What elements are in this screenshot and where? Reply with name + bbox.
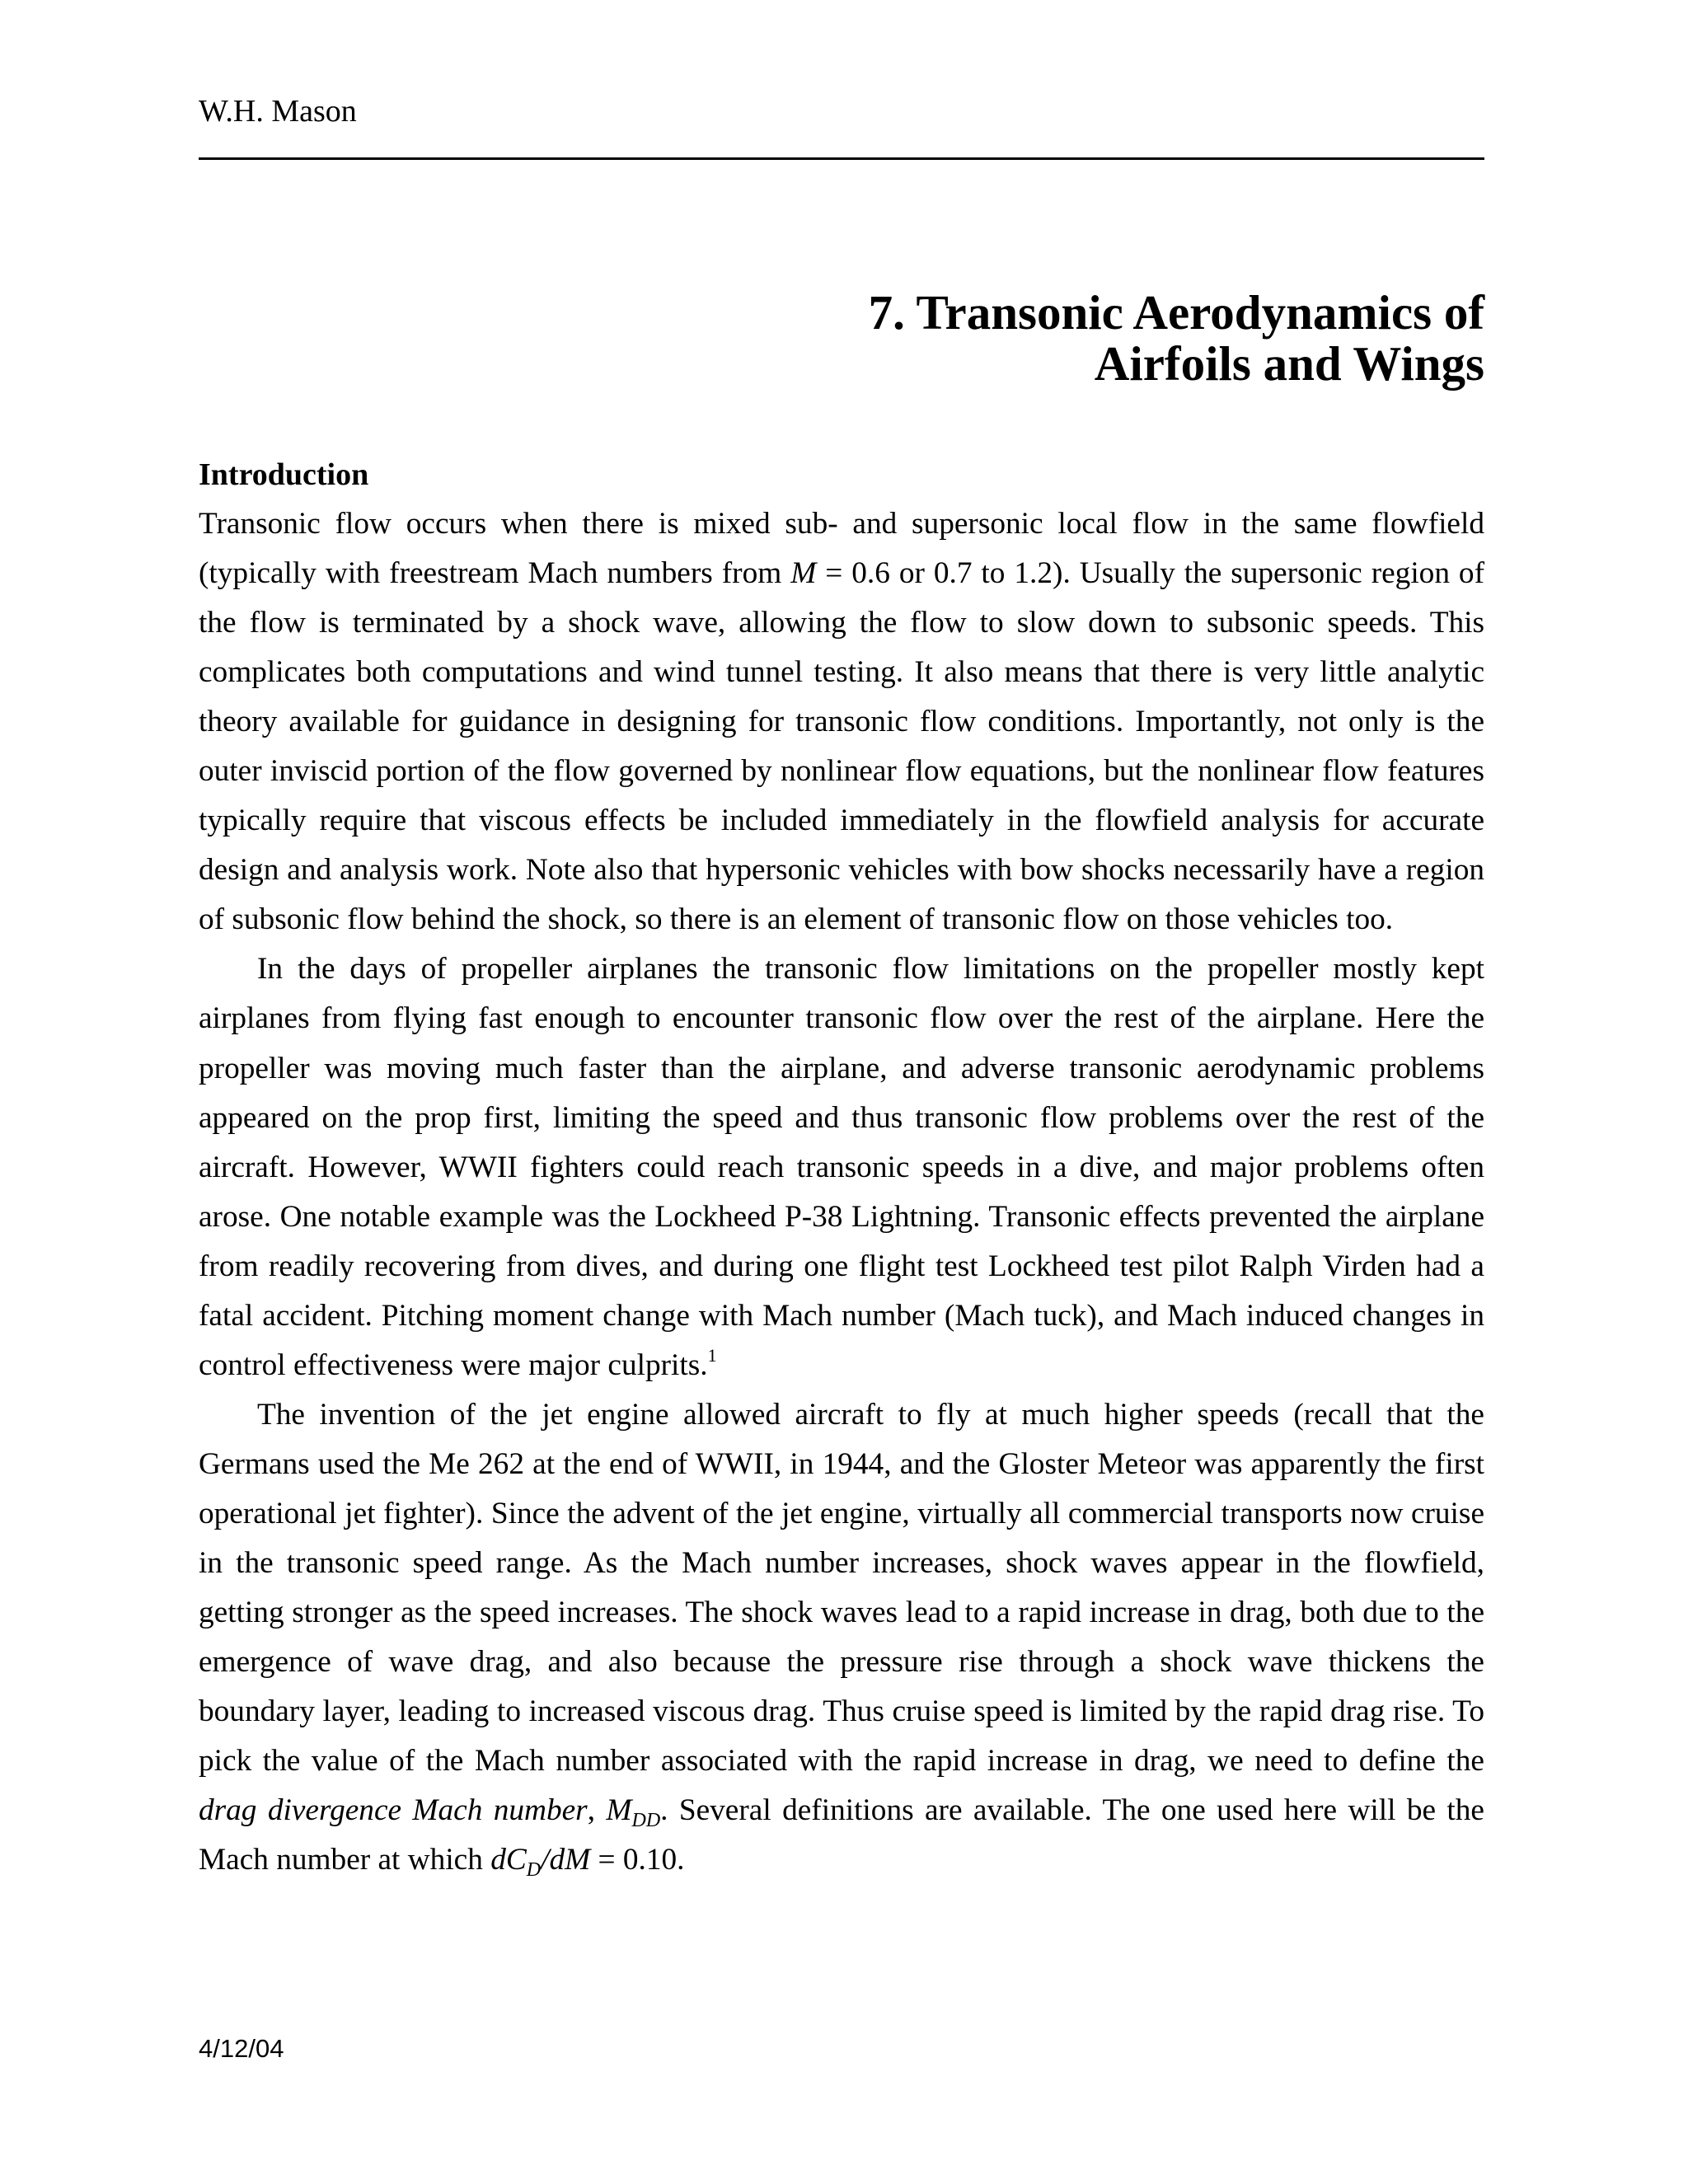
- mdd-symbol: M: [606, 1793, 632, 1828]
- mdd-subscript: DD: [631, 1810, 661, 1832]
- chapter-title-line-2: Airfoils and Wings: [1094, 336, 1484, 391]
- running-header-author: W.H. Mason: [199, 94, 357, 129]
- dm-symbol: /dM: [541, 1843, 591, 1877]
- document-page: [199, 0, 1484, 2184]
- section-heading: Introduction: [199, 457, 369, 492]
- header-rule: [199, 157, 1484, 160]
- footer-date: 4/12/04: [199, 2034, 284, 2063]
- dcd-subscript: D: [526, 1859, 542, 1882]
- mach-symbol: M: [790, 556, 817, 591]
- paragraph-1-text-b: = 0.6 or 0.7 to 1.2). Usually the supersonic region of the flow is terminated by a shock wave, allowing the flow to slow down to subsonic speeds. This complicates both computations and wind tunnel testing. It also means that there is very little analytic theory available for guidance in designing for transonic flow conditions. Importantly, not only is the outer inviscid portion of the flow governed by nonlinear flow equations, but the nonlinear flow features typically require that viscous effects be included immediately in the flowfield analysis for accurate design and analysis work. Note also that hypersonic vehicles with bow shocks necessarily have a region of subsonic flow behind the shock, so there is an element of transonic flow on those vehicles too.: [199, 556, 1485, 937]
- paragraph-3-text-a: The invention of the jet engine allowed aircraft to fly at much higher speeds (recall that the Germans used the Me 262 at the end of WWII, in 1944, and the Gloster Meteor was apparently the first operational jet fighter). Since the advent of the jet engine, virtually all commercial transports now cruise in the transonic speed range. As the Mach number increases, shock waves appear in the flowfield, getting stronger as the speed increases. The shock waves lead to a rapid increase in drag, both due to the emergence of wave drag, and also because the pressure rise through a shock wave thickens the boundary layer, leading to increased viscous drag. Thus cruise speed is limited by the rapid drag rise. To pick the value of the Mach number associated with the rapid increase in drag, we need to define the: [199, 1397, 1484, 1779]
- paragraph-1: [199, 499, 1484, 944]
- paragraph-3-comma: ,: [587, 1793, 607, 1828]
- dcd-symbol: dC: [490, 1843, 527, 1877]
- paragraph-1-text-a: Transonic flow occurs when there is mixed sub- and supersonic local flow in the same flowfield (typically with freestream Mach numbers from: [199, 507, 1484, 591]
- paragraph-3: [199, 1390, 1484, 1885]
- paragraph-3-text-b: . Several definitions are available. The one used here will be the Mach number at which: [199, 1793, 1484, 1877]
- chapter-title-line-1: 7. Transonic Aerodynamics of: [868, 285, 1484, 340]
- body-text: [199, 499, 1484, 1885]
- paragraph-3-text-c: = 0.10.: [590, 1843, 685, 1877]
- paragraph-2-text: In the days of propeller airplanes the transonic flow limitations on the propeller mostly kept airplanes from flying fast enough to encounter transonic flow over the rest of the airplane. Here the propeller was moving much faster than the airplane, and adverse transonic aerodynamic problems appeared on the prop first, limiting the speed and thus transonic flow problems over the rest of the aircraft. However, WWII fighters could reach transonic speeds in a dive, and major problems often arose. One notable example was the Lockheed P-38 Lightning. Transonic effects prevented the airplane from readily recovering from dives, and during one flight test Lockheed test pilot Ralph Virden had a fatal accident. Pitching moment change with Mach number (Mach tuck), and Mach induced changes in control effectiveness were major culprits.: [199, 952, 1484, 1382]
- drag-divergence-term: drag divergence Mach number: [199, 1793, 588, 1828]
- footnote-marker: 1: [707, 1344, 717, 1366]
- chapter-title: [578, 287, 1484, 389]
- paragraph-2: [199, 944, 1484, 1390]
